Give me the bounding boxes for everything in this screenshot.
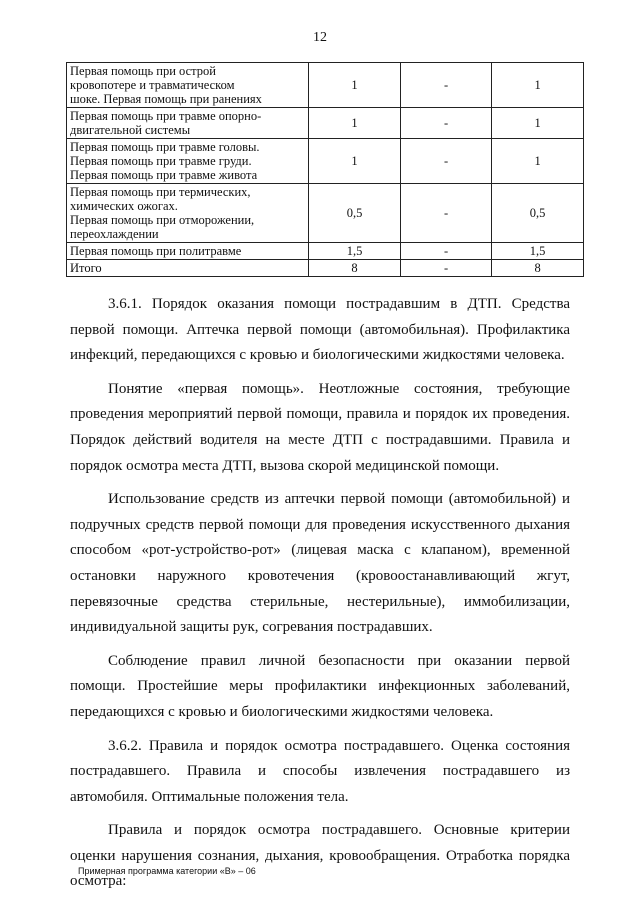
paragraph: Соблюдение правил личной безопасности при оказании первой помощи. Простейшие меры профилактики инфекционных заболеваний, передающихся с кровью и биологическими жидкостями человека.: [70, 652, 570, 720]
paragraph: Понятие «первая помощь». Неотложные состояния, требующие проведения мероприятий первой помощи, правила и порядок их проведения. Порядок действий водителя на месте ДТП с пострадавшими. Правила и порядок осмотра места ДТП, вызова скорой медицинской помощи.: [70, 380, 570, 474]
total-hours-cell: 1: [492, 63, 584, 108]
total-hours-cell: 1: [492, 139, 584, 184]
topic-line: переохлаждении: [70, 227, 159, 241]
topic-line: кровопотере и травматическом: [70, 78, 235, 92]
topic-line: Первая помощь при травме живота: [70, 168, 258, 182]
topic-line: Первая помощь при политравме: [70, 244, 242, 258]
topic-line: Первая помощь при отморожении,: [70, 213, 255, 227]
topic-cell: [67, 184, 309, 243]
practice-hours-cell: -: [400, 184, 491, 243]
total-hours-cell: 1,5: [492, 243, 584, 260]
theory-hours-cell: 1: [309, 63, 401, 108]
topic-line: Первая помощь при острой: [70, 64, 216, 78]
topic-cell: [67, 108, 309, 139]
practice-hours-cell: -: [400, 63, 491, 108]
theory-hours-cell: 1,5: [309, 243, 401, 260]
topic-line: Первая помощь при травме опорно-: [70, 109, 262, 123]
theory-hours-cell: 8: [309, 260, 401, 277]
topic-line: двигательной системы: [70, 123, 191, 137]
table-row: [67, 184, 584, 243]
paragraph: 3.6.1. Порядок оказания помощи пострадавшим в ДТП. Средства первой помощи. Аптечка первой помощи (автомобильная). Профилактика инфекций, передающихся с кровью и биологическими жидкостями человека.: [70, 296, 570, 364]
total-hours-cell: 8: [492, 260, 584, 277]
table-row: [67, 260, 584, 277]
practice-hours-cell: -: [400, 108, 491, 139]
table-body: [67, 63, 584, 277]
theory-hours-cell: 0,5: [309, 184, 401, 243]
topic-line: Первая помощь при травме головы.: [70, 140, 260, 154]
total-hours-cell: 0,5: [492, 184, 584, 243]
topic-cell: [67, 260, 309, 277]
topic-cell: [67, 243, 309, 260]
topic-line: Первая помощь при травме груди.: [70, 154, 252, 168]
theory-hours-cell: 1: [309, 108, 401, 139]
paragraph: Правила и порядок осмотра пострадавшего. Основные критерии оценки нарушения сознания, дыхания, кровообращения. Отработка порядка осмотра:: [70, 822, 570, 890]
table-row: [67, 108, 584, 139]
total-hours-cell: 1: [492, 108, 584, 139]
topic-cell: [67, 139, 309, 184]
table-row: [67, 243, 584, 260]
hours-table: [66, 62, 584, 277]
topic-line: химических ожогах.: [70, 199, 178, 213]
topic-line: шоке. Первая помощь при ранениях: [70, 92, 262, 106]
topic-line: Итого: [70, 261, 102, 275]
footer-note: Примерная программа категории «В» – 06: [78, 866, 256, 876]
topic-cell: [67, 63, 309, 108]
paragraph: 3.6.2. Правила и порядок осмотра пострадавшего. Оценка состояния пострадавшего. Правила и способы извлечения пострадавшего из автомобиля. Оптимальные положения тела.: [70, 737, 570, 805]
table-row: [67, 63, 584, 108]
topic-line: Первая помощь при термических,: [70, 185, 251, 199]
table-row: [67, 139, 584, 184]
paragraph: Использование средств из аптечки первой помощи (автомобильной) и подручных средств первой помощи для проведения искусственного дыхания способом «рот-устройство-рот» (лицевая маска с клапаном), временной остановки наружного кровотечения (кровоостанавливающий жгут, перевязочные средства стерильные, нестерильные), иммобилизации, индивидуальной защиты рук, согревания пострадавших.: [70, 491, 570, 636]
theory-hours-cell: 1: [309, 139, 401, 184]
page-number: 12: [313, 30, 327, 45]
practice-hours-cell: -: [400, 139, 491, 184]
practice-hours-cell: -: [400, 243, 491, 260]
body-text: [70, 292, 570, 903]
practice-hours-cell: -: [400, 260, 491, 277]
